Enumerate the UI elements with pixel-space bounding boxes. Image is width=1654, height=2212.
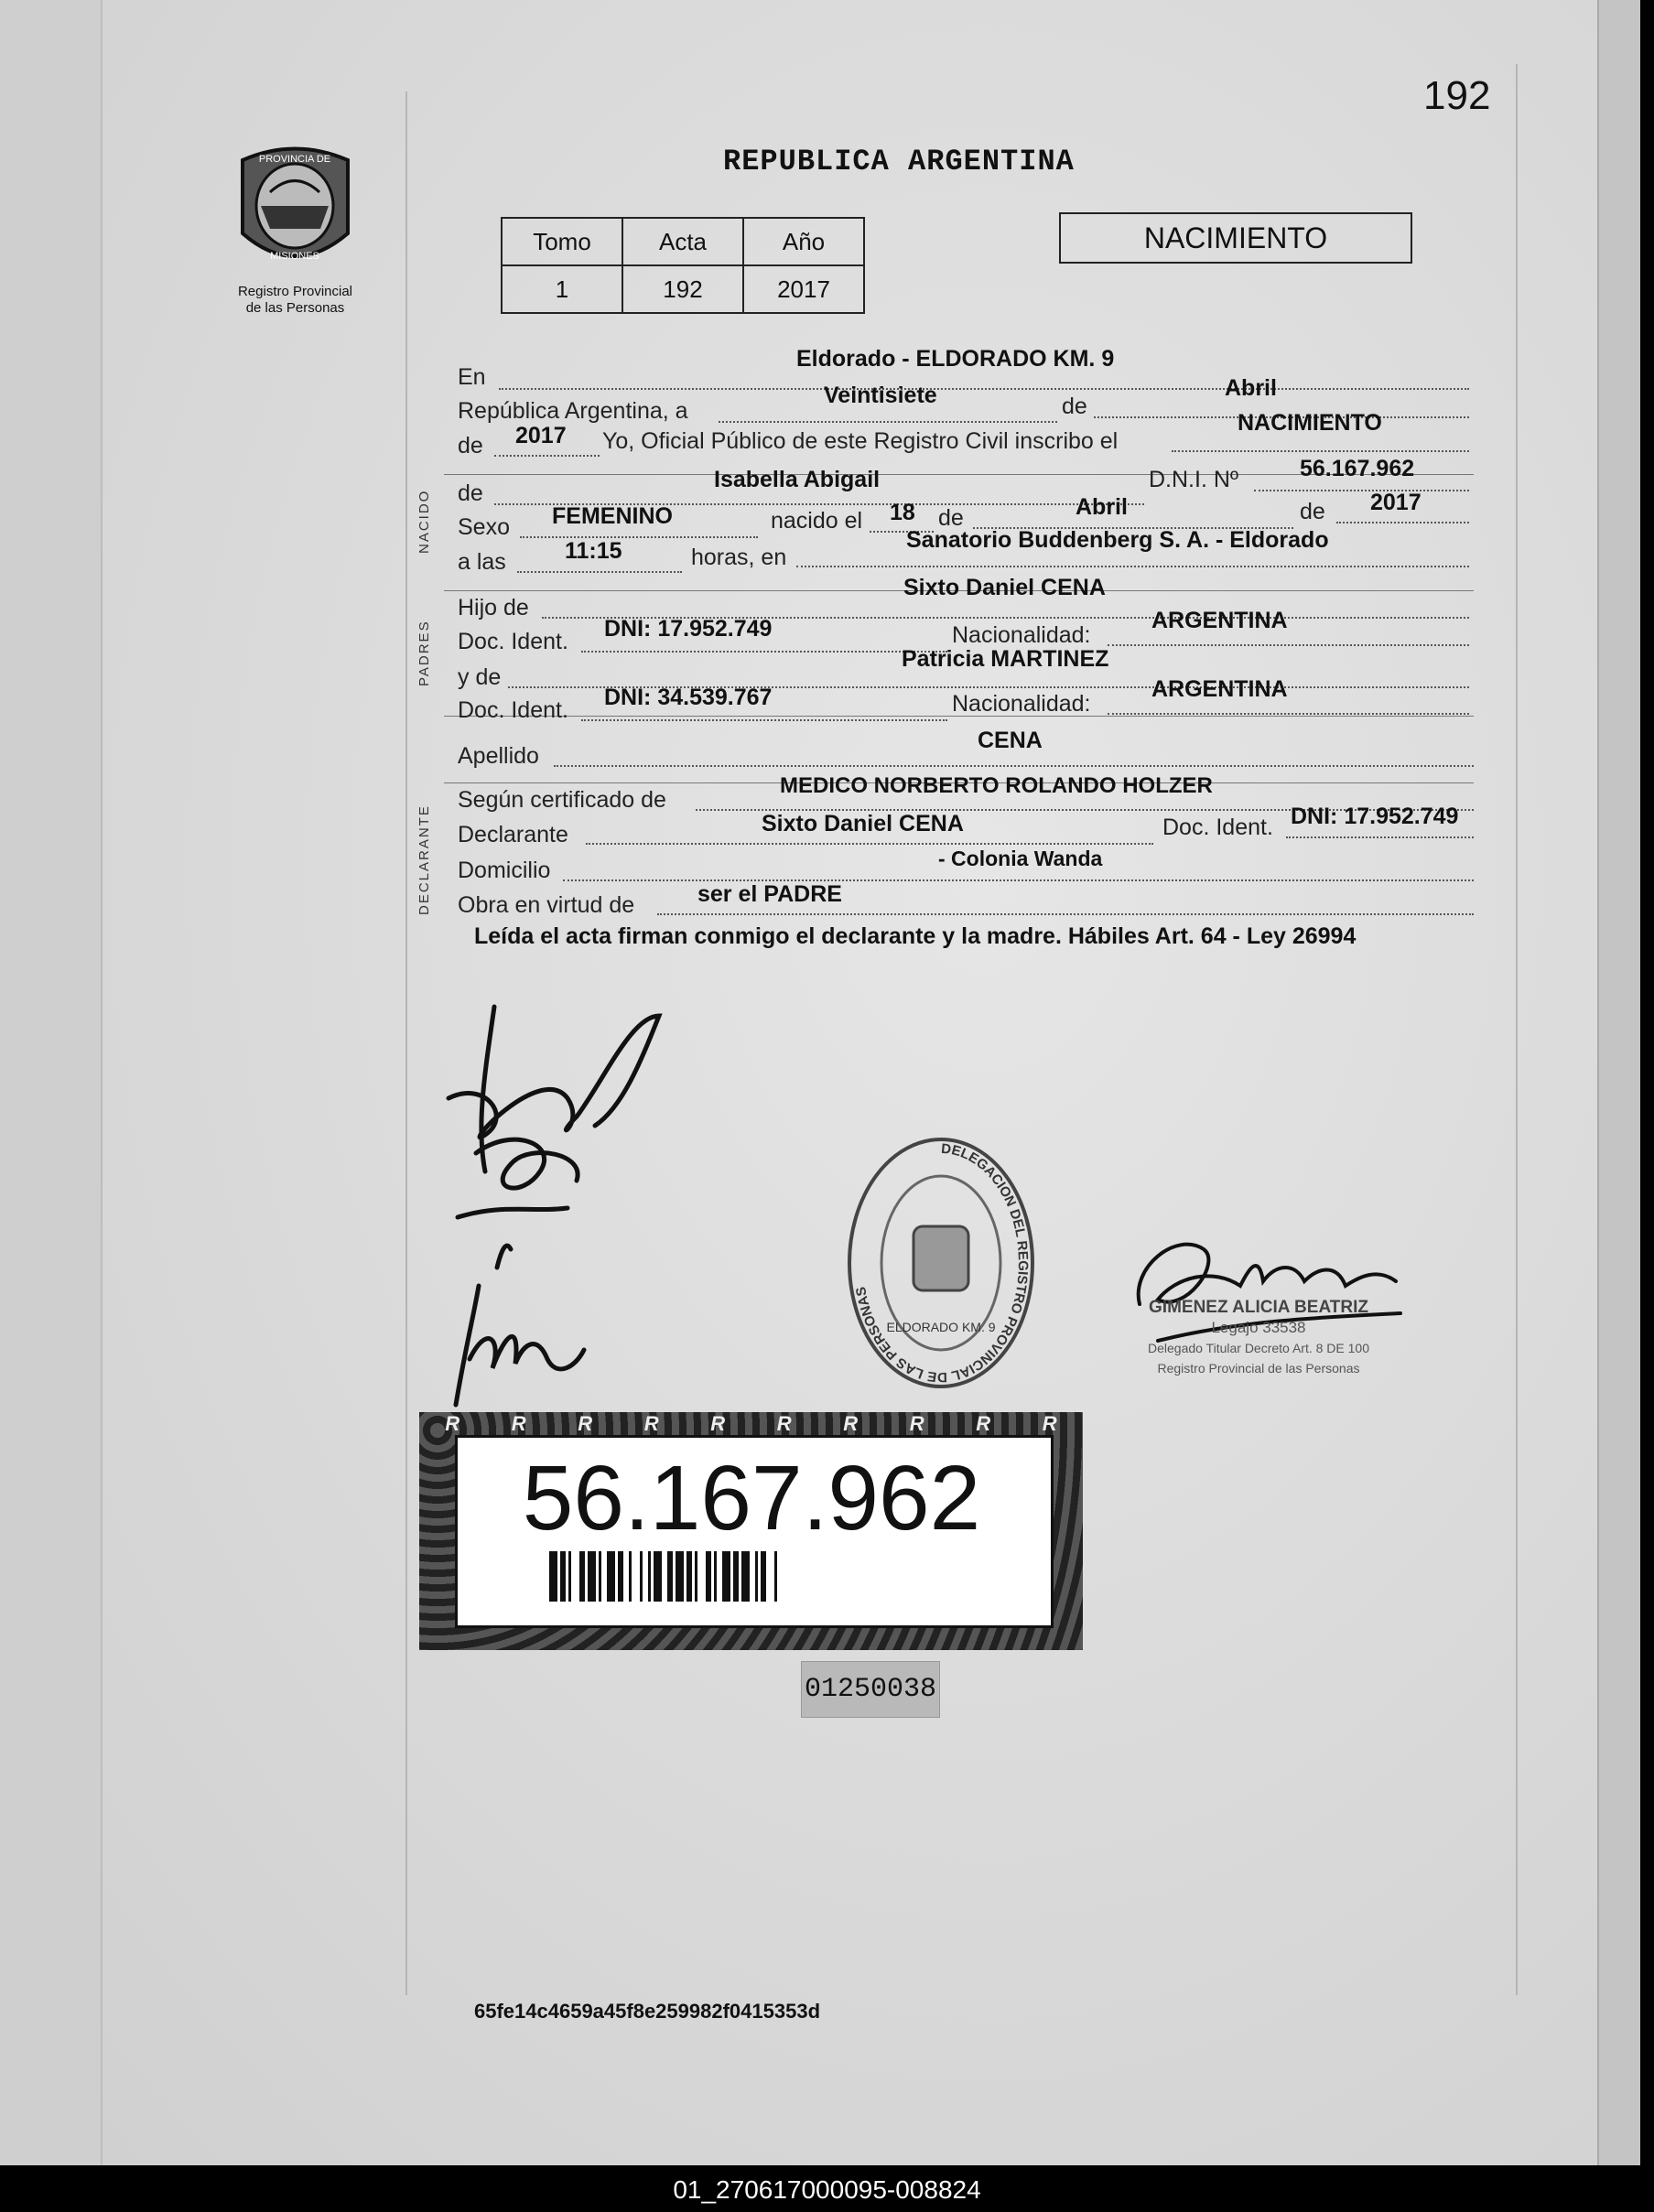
dni-label: D.N.I. Nº bbox=[1149, 467, 1239, 492]
province-seal-icon bbox=[233, 142, 357, 279]
barcode-bar bbox=[695, 1551, 697, 1602]
seal-caption bbox=[192, 284, 398, 317]
declarant-signature-icon bbox=[430, 988, 677, 1245]
left-margin-rule bbox=[405, 92, 407, 1995]
a-las-label: a las bbox=[458, 549, 506, 575]
padre-doc-value: DNI: 17.952.749 bbox=[604, 616, 773, 642]
en-value: Eldorado - ELDORADO KM. 9 bbox=[796, 346, 1115, 372]
svg-text:MISIONES: MISIONES bbox=[270, 251, 319, 262]
sexo-dotted-line bbox=[520, 536, 758, 538]
province-seal bbox=[233, 142, 357, 279]
side-label-declarante: DECLARANTE bbox=[416, 804, 432, 915]
officer-stamp-line2: Legajo 33538 bbox=[1211, 1319, 1306, 1336]
de-label: de bbox=[1062, 394, 1087, 419]
hora-dotted-line bbox=[517, 571, 682, 573]
barcode-bar bbox=[667, 1551, 673, 1602]
table-cell: 192 bbox=[622, 265, 743, 313]
yo-label: Yo, Oficial Público de este Registro Civil inscribo el bbox=[602, 428, 1119, 454]
mother-signature-icon bbox=[438, 1231, 593, 1414]
nacionalidad2-label: Nacionalidad: bbox=[952, 691, 1091, 717]
nombre-value: Isabella Abigail bbox=[714, 467, 881, 492]
officer-stamp-line1: GIMENEZ ALICIA BEATRIZ bbox=[1149, 1298, 1368, 1317]
nacido-el-label: nacido el bbox=[771, 508, 863, 534]
barcode-bar bbox=[686, 1551, 692, 1602]
barcode-bar bbox=[579, 1551, 585, 1602]
right-margin-rule bbox=[1516, 64, 1518, 1995]
padre-doc-dotted-line bbox=[581, 651, 947, 653]
seal-caption-line1: Registro Provincial bbox=[237, 284, 353, 299]
barcode-bar bbox=[706, 1551, 711, 1602]
barcode-bar bbox=[568, 1551, 571, 1602]
page-number: 192 bbox=[1423, 73, 1491, 118]
registry-stamp-icon bbox=[840, 1126, 1042, 1400]
barcode-bar bbox=[722, 1551, 730, 1602]
hora-value: 11:15 bbox=[565, 538, 622, 564]
mes-value: Abril bbox=[1225, 375, 1277, 401]
sticker-tile-letter: R bbox=[843, 1412, 859, 1435]
padre-nac-value: ARGENTINA bbox=[1151, 608, 1288, 633]
doc-ident2-label: Doc. Ident. bbox=[458, 697, 568, 723]
officer-stamp-line3: Delegado Titular Decreto Art. 8 DE 100 bbox=[1147, 1341, 1370, 1355]
sticker-tile-letter: R bbox=[445, 1412, 460, 1435]
hijo-de-label: Hijo de bbox=[458, 595, 529, 620]
madre-doc-value: DNI: 34.539.767 bbox=[604, 685, 773, 710]
svg-text:ELDORADO KM. 9: ELDORADO KM. 9 bbox=[886, 1320, 996, 1334]
officer-stamp bbox=[1094, 1298, 1423, 1378]
obra-dotted-line bbox=[657, 913, 1474, 915]
officer-stamp-line4: Registro Provincial de las Personas bbox=[1157, 1361, 1360, 1376]
barcode-bar bbox=[741, 1551, 750, 1602]
declarante-label: Declarante bbox=[458, 822, 568, 847]
dni-value: 56.167.962 bbox=[1300, 456, 1415, 481]
inscribo-value: NACIMIENTO bbox=[1238, 410, 1382, 436]
registry-round-stamp bbox=[840, 1126, 1042, 1400]
apellido-dotted-line bbox=[554, 765, 1474, 767]
domicilio-value: - Colonia Wanda bbox=[938, 847, 1103, 870]
barcode-number: 56.167.962 bbox=[522, 1447, 981, 1549]
de5-label: de bbox=[1300, 499, 1325, 524]
nacido-dia-value: 18 bbox=[890, 500, 915, 525]
madre-value: Patricia MARTINEZ bbox=[902, 646, 1109, 672]
de4-label: de bbox=[938, 505, 964, 531]
barcode-bar bbox=[618, 1551, 623, 1602]
document-title: REPUBLICA ARGENTINA bbox=[723, 145, 1075, 178]
barcode-bar bbox=[607, 1551, 615, 1602]
page-edge bbox=[1597, 0, 1640, 2165]
sexo-label: Sexo bbox=[458, 514, 510, 540]
barcode-bar bbox=[733, 1551, 739, 1602]
page-binding-margin bbox=[0, 0, 103, 2165]
anio-dotted-line bbox=[494, 455, 600, 457]
madre-doc-dotted-line bbox=[581, 719, 947, 721]
declarante-value: Sixto Daniel CENA bbox=[762, 811, 964, 836]
barcode-bar bbox=[560, 1551, 566, 1602]
doc-ident3-label: Doc. Ident. bbox=[1162, 815, 1273, 840]
barcode-bar bbox=[654, 1551, 662, 1602]
table-cell: 2017 bbox=[743, 265, 864, 313]
tomo-acta-table bbox=[501, 217, 865, 314]
domicilio-label: Domicilio bbox=[458, 858, 551, 883]
sticker-tile-row bbox=[419, 1412, 1083, 1435]
side-label-nacido: NACIDO bbox=[416, 489, 432, 554]
apellido-label: Apellido bbox=[458, 743, 539, 769]
svg-text:PROVINCIA DE: PROVINCIA DE bbox=[258, 154, 331, 165]
horas-en-label: horas, en bbox=[691, 545, 787, 570]
lugar-value: Sanatorio Buddenberg S. A. - Eldorado bbox=[906, 527, 1329, 553]
segun-value: MEDICO NORBERTO ROLANDO HOLZER bbox=[780, 773, 1213, 798]
sticker-tile-letter: R bbox=[511, 1412, 526, 1435]
sticker-tile-letter: R bbox=[643, 1412, 659, 1435]
en-dotted-line bbox=[499, 388, 1469, 390]
dia-value: Veintisiete bbox=[824, 383, 937, 408]
dia-dotted-line bbox=[719, 421, 1057, 423]
sticker-tile-letter: R bbox=[776, 1412, 792, 1435]
barcode-bar bbox=[676, 1551, 684, 1602]
nacido-anio-dotted-line bbox=[1336, 522, 1469, 523]
segun-label: Según certificado de bbox=[458, 787, 666, 813]
padre-value: Sixto Daniel CENA bbox=[903, 575, 1106, 600]
nacido-mes-value: Abril bbox=[1076, 494, 1128, 520]
declarante-doc-value: DNI: 17.952.749 bbox=[1291, 804, 1459, 829]
lugar-dotted-line bbox=[796, 566, 1469, 567]
de3-label: de bbox=[458, 480, 483, 506]
serial-number: 01250038 bbox=[801, 1661, 940, 1718]
table-cell: 1 bbox=[502, 265, 622, 313]
nacionalidad-label: Nacionalidad: bbox=[952, 622, 1091, 648]
obra-label: Obra en virtud de bbox=[458, 892, 635, 918]
table-header: Tomo bbox=[502, 218, 622, 265]
en-label: En bbox=[458, 364, 486, 390]
svg-text:DELEGACION DEL REGISTRO PROVIN: DELEGACION DEL REGISTRO PROVINCIAL DE LAS PERSONAS bbox=[853, 1140, 1032, 1386]
y-de-label: y de bbox=[458, 664, 502, 690]
anio-value: 2017 bbox=[515, 423, 567, 448]
sticker-tile-letter: R bbox=[909, 1412, 924, 1435]
table-header: Acta bbox=[622, 218, 743, 265]
document-hash: 65fe14c4659a45f8e259982f0415353d bbox=[474, 2000, 821, 2023]
sticker-tile-letter: R bbox=[578, 1412, 593, 1435]
sticker-tile-letter: R bbox=[976, 1412, 991, 1435]
doc-ident-label: Doc. Ident. bbox=[458, 629, 568, 654]
apellido-value: CENA bbox=[978, 728, 1043, 753]
barcode-bar bbox=[761, 1551, 766, 1602]
act-type-box: NACIMIENTO bbox=[1059, 212, 1412, 264]
barcode-bar bbox=[549, 1551, 557, 1602]
seal-caption-line2: de las Personas bbox=[245, 300, 345, 316]
inscribo-dotted-line bbox=[1172, 450, 1469, 452]
barcode-bar bbox=[755, 1551, 758, 1602]
padre-nac-dotted-line bbox=[1108, 644, 1469, 646]
barcode-bar bbox=[599, 1551, 601, 1602]
barcode-bar bbox=[648, 1551, 651, 1602]
barcode-bar bbox=[640, 1551, 643, 1602]
file-footer: 01_270617000095-008824 bbox=[0, 2167, 1654, 2212]
dni-dotted-line bbox=[1254, 490, 1469, 491]
de2-label: de bbox=[458, 433, 483, 459]
table-header: Año bbox=[743, 218, 864, 265]
side-label-padres: PADRES bbox=[416, 620, 432, 686]
barcode-bar bbox=[588, 1551, 596, 1602]
madre-nac-dotted-line bbox=[1108, 713, 1469, 715]
closing-text: Leída el acta firman conmigo el declarante y la madre. Hábiles Art. 64 - Ley 26994 bbox=[474, 923, 1357, 949]
nacido-anio-value: 2017 bbox=[1370, 490, 1422, 515]
barcode-bar bbox=[774, 1551, 777, 1602]
barcode-bar bbox=[629, 1551, 632, 1602]
barcode-bar bbox=[714, 1551, 717, 1602]
madre-nac-value: ARGENTINA bbox=[1151, 676, 1288, 702]
sticker-tile-letter: R bbox=[1042, 1412, 1057, 1435]
republica-label: República Argentina, a bbox=[458, 398, 688, 424]
declarante-dotted-line bbox=[586, 843, 1153, 845]
sexo-value: FEMENINO bbox=[552, 503, 673, 529]
sticker-tile-letter: R bbox=[710, 1412, 726, 1435]
barcode-bars-icon bbox=[549, 1551, 943, 1602]
declarante-doc-dotted-line bbox=[1286, 836, 1474, 838]
obra-value: ser el PADRE bbox=[697, 881, 842, 907]
